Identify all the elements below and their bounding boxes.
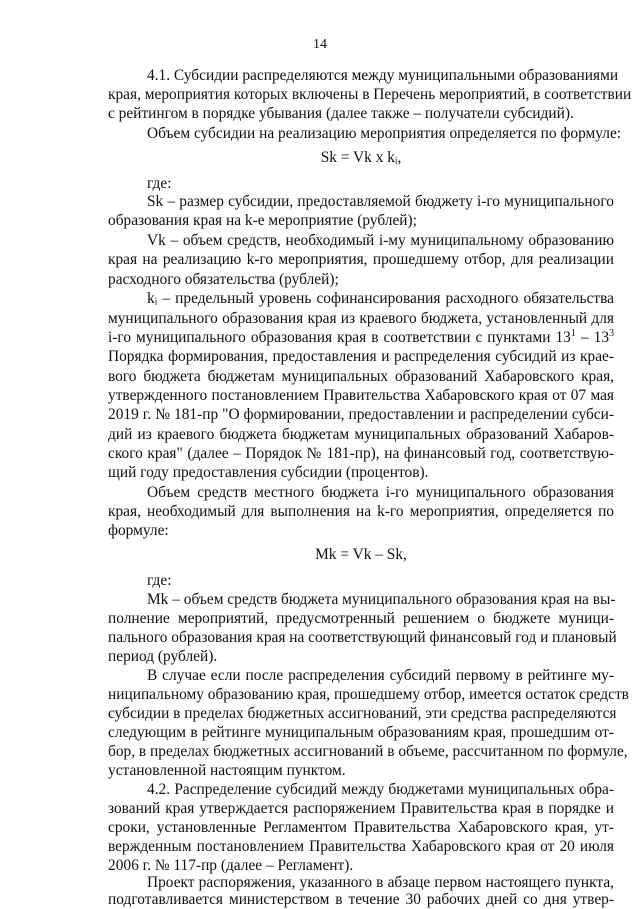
paragraph-line: установленной настоящим пунктом.	[108, 762, 346, 779]
paragraph-line: Порядка формирования, предоставления и распределения субсидий из крае-	[108, 348, 614, 365]
paragraph-line: формуле:	[108, 522, 169, 539]
paragraph-line: зований края утверждается распоряжением Правительства края в порядке и	[108, 800, 614, 817]
paragraph-line: Mk – объем средств бюджета муниципального образования края на вы-	[147, 591, 616, 608]
paragraph-line: подготавливается министерством в течение 30 рабочих дней со дня утвер-	[108, 891, 614, 908]
paragraph-line: вого бюджета бюджетам муниципальных образований Хабаровского края,	[108, 368, 614, 385]
paragraph-line: 4.2. Распределение субсидий между бюджетами муниципальных обра-	[147, 781, 614, 798]
paragraph-line: Объем субсидии на реализацию мероприятия определяется по формуле:	[147, 125, 622, 142]
paragraph-line: с рейтингом в порядке убывания (далее также – получатели субсидий).	[108, 105, 574, 122]
paragraph-line: Vk – объем средств, необходимый i-му муниципальному образованию	[147, 232, 614, 249]
paragraph-line: образования края на k-е мероприятие (рублей);	[108, 212, 417, 229]
paragraph-line: Sk – размер субсидии, предоставляемой бюджету i-го муниципального	[147, 193, 614, 210]
paragraph-line: ниципальному образованию края, прошедшему отбор, имеется остаток средств	[108, 686, 629, 703]
formula-sk: Sk = Vk x kᵢ,	[320, 149, 402, 166]
formula-mk: Mk = Vk – Sk,	[315, 546, 407, 563]
paragraph-line: полнение мероприятий, предусмотренный решением о бюджете муници-	[108, 610, 614, 627]
paragraph-line: вержденным постановлением Правительства Хабаровского края от 20 июля	[108, 838, 614, 855]
paragraph-line: щий году предоставления субсидии (процентов).	[108, 464, 429, 481]
paragraph-line: 2006 г. № 117-пр (далее – Регламент).	[108, 857, 354, 874]
paragraph-line: края, мероприятия которых включены в Перечень мероприятий, в соответствии	[108, 86, 632, 103]
paragraph-line: Объем средств местного бюджета i-го муниципального образования	[147, 484, 614, 501]
line-text: – 13	[575, 329, 610, 346]
line-text: i-го муниципального образования края в соответствии с пунктами 13	[108, 329, 571, 346]
superscript: 1	[570, 327, 576, 339]
paragraph-line: Проект распоряжения, указанного в абзаце первом настоящего пункта,	[147, 874, 614, 891]
page-number: 14	[313, 37, 327, 52]
paragraph-line: дий из краевого бюджета бюджетам муниципальных образований Хабаров-	[108, 426, 614, 443]
paragraph-line: утвержденного постановлением Правительства Хабаровского края от 07 мая	[108, 387, 614, 404]
paragraph-line: период (рублей).	[108, 648, 218, 665]
superscript: 3	[609, 327, 615, 339]
paragraph-line: сроки, установленные Регламентом Правительства Хабаровского края, ут-	[108, 819, 614, 836]
paragraph-line: бор, в пределах бюджетных ассигнований в объеме, рассчитанном по формуле,	[108, 743, 628, 760]
paragraph-line: ского края" (далее – Порядок № 181-пр), на финансовый год, соответствую-	[108, 445, 614, 462]
paragraph-line: края, необходимый для выполнения на k-го мероприятия, определяется по	[108, 503, 614, 520]
paragraph-line: kᵢ – предельный уровень софинансирования расходного обязательства	[147, 290, 614, 307]
paragraph-line: следующим в рейтинге муниципальным образованиям края, прошедшим от-	[108, 724, 614, 741]
paragraph-line: 4.1. Субсидии распределяются между муниципальными образованиями	[147, 67, 619, 84]
paragraph-line: муниципального образования края из краевого бюджета, установленный для	[108, 310, 614, 327]
paragraph-line: В случае если после распределения субсидий первому в рейтинге му-	[147, 667, 614, 684]
paragraph-line: 2019 г. № 181-пр "О формировании, предоставлении и распределении субси-	[108, 406, 614, 423]
paragraph-line	[108, 328, 614, 347]
paragraph-line: где:	[147, 572, 172, 589]
paragraph-line: где:	[147, 175, 172, 192]
paragraph-line: расходного обязательства (рублей);	[108, 271, 339, 288]
paragraph-line: пального образования края на соответствующий финансовый год и плановый	[108, 629, 617, 646]
paragraph-line: субсидии в пределах бюджетных ассигнований, эти средства распределяются	[108, 705, 617, 722]
paragraph-line: края на реализацию k-го мероприятия, прошедшему отбор, для реализации	[108, 251, 614, 268]
